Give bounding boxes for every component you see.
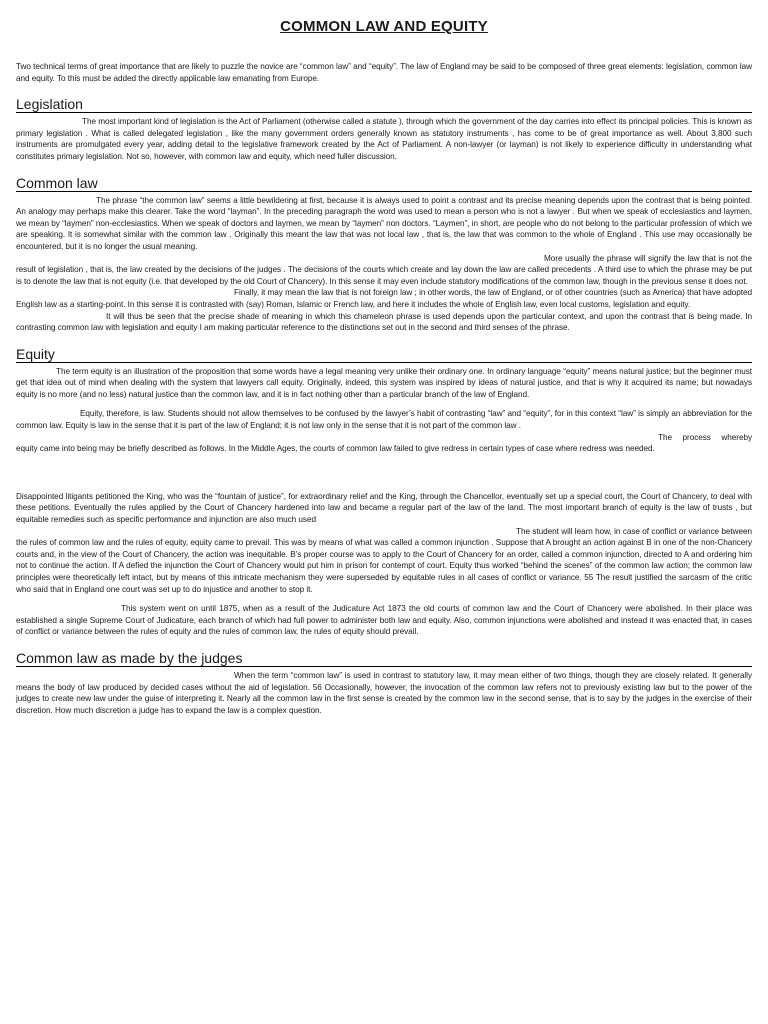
common-law-paragraph-4: It will thus be seen that the precise shade of meaning in which this chameleon phrase is used depends upon the particular context, and upon the contrast that is being made. In contrasting common law with legislation and equity I am making particular reference to the distinctions set out in the second and third senses of the phrase. bbox=[16, 311, 752, 333]
section-heading-legislation: Legislation bbox=[16, 96, 752, 113]
equity-paragraph-4: Disappointed litigants petitioned the King, who was the “fountain of justice”, for extraordinary relief and the King, through the Chancellor, eventually set up a special court, the Court of Chancery, to deal with these petitions. Eventually the rules applied by the Court of Chancery hardened into law and became a regular part of the law of the land. The most important branch of equity is the law of trusts , but equitable remedies such as specific performance and injunction are also much used bbox=[16, 491, 752, 525]
section-heading-judge-made-law: Common law as made by the judges bbox=[16, 650, 752, 667]
equity-paragraph-6: This system went on until 1875, when as a result of the Judicature Act 1873 the old courts of common law and the Court of Chancery were abolished. In their place was established a single Supreme Court of Judicature, each branch of which had full power to administer both law and equity. Also, common injunctions were abolished and instead it was enacted that, in cases of conflict or variance between the rules of equity and the rules of common law, the rules of equity should prevail. bbox=[16, 604, 752, 637]
judge-made-law-paragraph: When the term “common law” is used in contrast to statutory law, it may mean either of two things, though they are closely related. It generally means the body of law produced by decided cases without the aid of legislation. 56 Occasionally, however, the invocation of the common law refers not to previously existing law but to the power of the judges to create new law under the guise of interpreting it. Nearly all the common law in the first sense is created by the common law in the second sense, that is to say by the judges in the exercise of their discretion. How much discretion a judge has to expand the law is a complex question. bbox=[16, 670, 752, 715]
section-heading-equity: Equity bbox=[16, 346, 752, 363]
common-law-paragraph-2: More usually the phrase will signify the law that is not the result of legislation , that is, the law created by the decisions of the judges . The decisions of the courts which create and lay down the law are called precedents . A third use to which the phrase may be put is to denote the law that is not equity (i.e. that developed by the old Court of Chancery). In this sense it may even include statutory modifications of the common law, though in the previous sense it does not. bbox=[16, 253, 752, 286]
document-title: COMMON LAW AND EQUITY bbox=[280, 18, 488, 35]
equity-paragraph-5: The student will learn how, in case of conflict or variance between the rules of common law and the rules of equity, equity came to prevail. This was by means of what was called a common injunction . Suppose that A brought an action against B in one of the non-Chancery courts and, in the view of the Court of Chancery, the action was inequitable. B’s proper course was to apply to the Court of Chancery for an order, called a common injunction, directed to A and ordering him not to continue the action. If A defied the injunction the Court of Chancery would put him in prison for contempt of court. Equity thus worked “behind the scenes” of the common law action; the common law principles were theoretically left intact, but by means of this intricate mechanism they were superseded by equitable rules in all cases of conflict or variance. 55 The result justified the sarcasm of the critic who said that in England one court was set up to do injustice and another to stop it. bbox=[16, 526, 752, 594]
equity-paragraph-1: The term equity is an illustration of the proposition that some words have a legal meaning very unlike their ordinary one. In ordinary language “equity” means natural justice; but the beginner must get that idea out of mind when dealing with the system that lawyers call equity. Originally, indeed, this system was inspired by ideas of natural justice, and that is why it acquired its name; but nowadays equity is no more (and no less) natural justice than the common law, and it is in fact nothing other than a particular branch of the law of England. bbox=[16, 366, 752, 399]
section-heading-common-law: Common law bbox=[16, 175, 752, 192]
common-law-paragraph-3: Finally, it may mean the law that is not foreign law ; in other words, the law of England, or of other countries (such as America) that have adopted English law as a starting-point. In this sense it is contrasted with (say) Roman, Islamic or French law, and here it includes the whole of English law, even local customs, legislation and equity. bbox=[16, 288, 752, 309]
intro-paragraph: Two technical terms of great importance that are likely to puzzle the novice are “common law” and “equity”. The law of England may be said to be composed of three great elements: legislation, common law and equity. To this must be added the directly applicable law emanating from Europe. bbox=[16, 62, 752, 83]
legislation-paragraph: The most important kind of legislation is the Act of Parliament (otherwise called a statute ), through which the government of the day carries into effect its principal policies. This is known as primary legislation . What is called delegated legislation , like the many government orders generally known as statutory instruments , has come to be of great importance as well. About 3,800 such instruments are promulgated every year, adding detail to the legislative framework created by the Act of Parliament. A non-lawyer (or layman) is not likely to experience difficulty in understanding what constitutes primary legislation. Not so, however, with common law and equity, which need fuller discussion. bbox=[16, 117, 752, 161]
equity-paragraph-3: The process whereby equity came into being may be briefly described as follows. In the Middle Ages, the courts of common law failed to give redress in certain types of case where redress was needed. bbox=[16, 432, 752, 454]
common-law-paragraph-1: The phrase “the common law” seems a little bewildering at first, because it is always used to point a contrast and its precise meaning depends upon the contrast that is being pointed. An analogy may perhaps make this clearer. Take the word “layman”. In the preceding paragraph the word was used to mean a person who is not a lawyer . But when we speak of ecclesiastics and laymen, we mean by “laymen” non-ecclesiastics. When we speak of doctors and laymen, we mean by “laymen” non doctors. “Laymen”, in short, are people who do not belong to the particular profession of which we are speaking. It is somewhat similar with the common law . Originally this meant the law that was not local law , that is, the law that was common to the whole of England . This use may occasionally be encountered, but it is no longer the usual meaning. bbox=[16, 195, 752, 251]
equity-paragraph-2: Equity, therefore, is law. Students should not allow themselves to be confused by the lawyer’s habit of contrasting “law” and “equity”, for in this context “law” is simply an abbreviation for the common law. Equity is law in the sense that it is part of the law of England; it is not law only in the sense that it is not part of the common law . bbox=[16, 409, 752, 431]
